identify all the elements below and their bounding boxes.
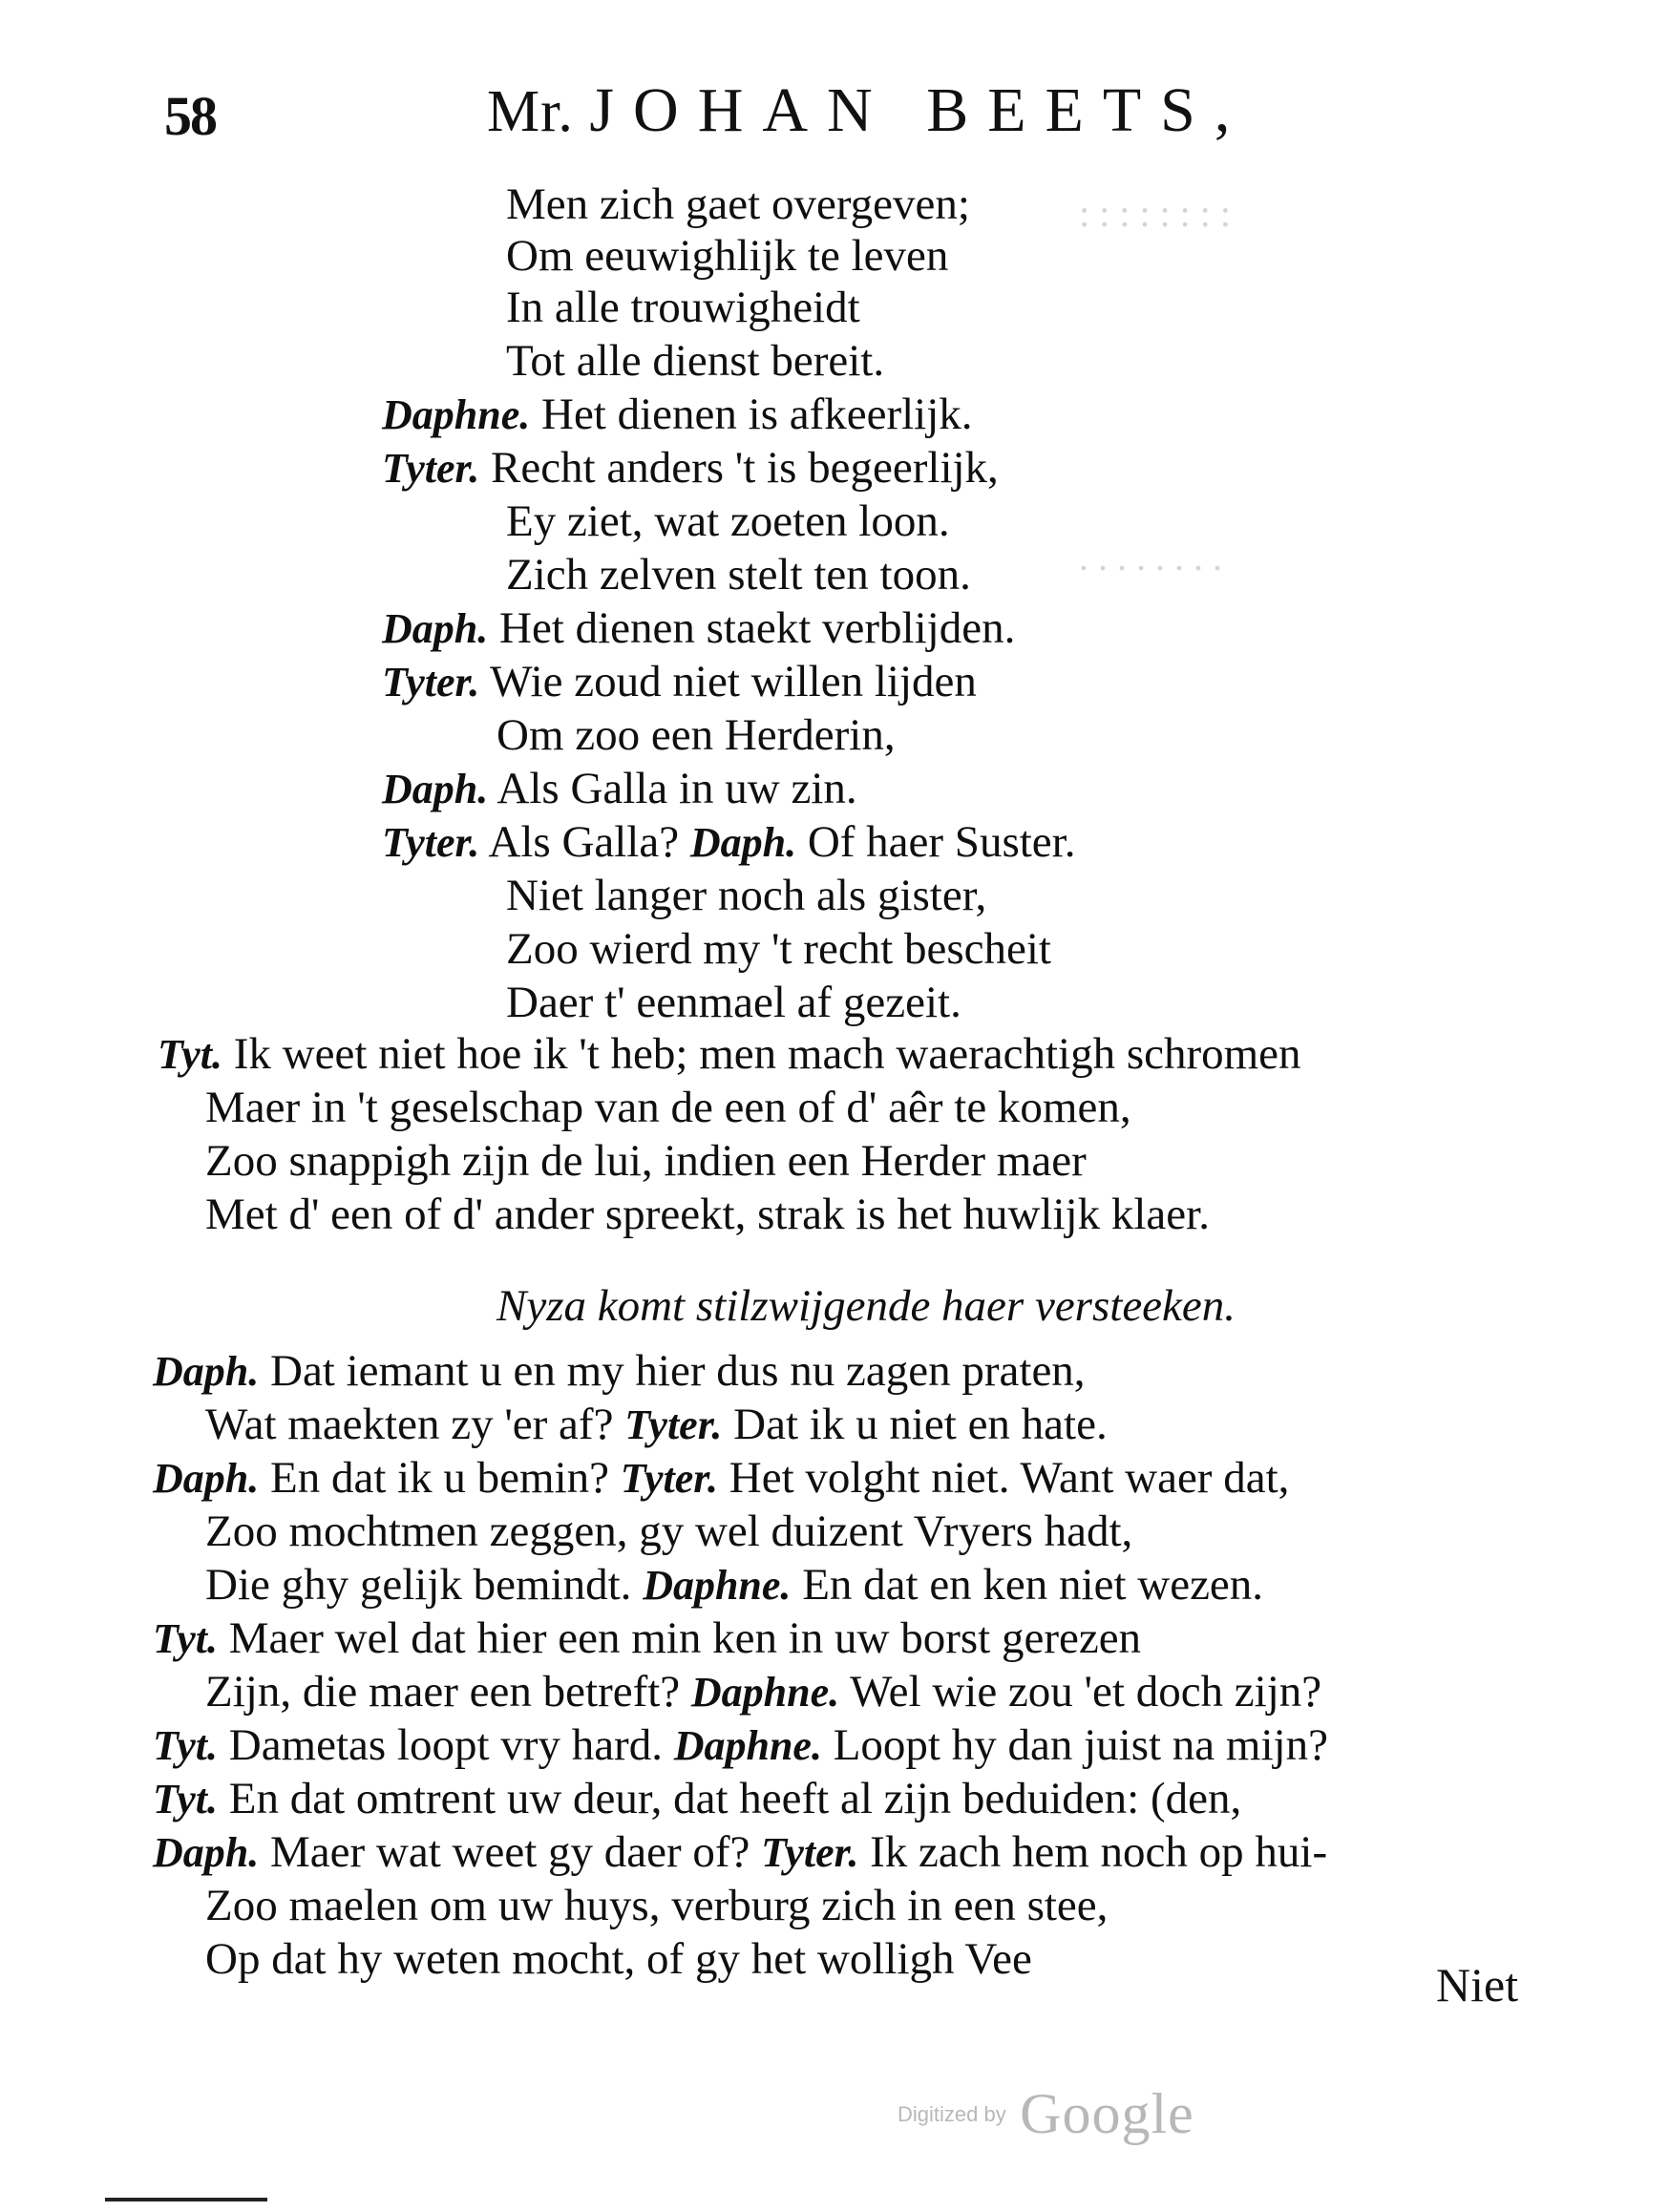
verse-text: In alle trouwigheidt bbox=[506, 283, 860, 332]
verse-text: En dat en ken niet wezen. bbox=[802, 1560, 1264, 1610]
verse-text: Het dienen is afkeerlijk. bbox=[541, 390, 973, 439]
verse-text: Loopt hy dan juist na mijn? bbox=[833, 1720, 1328, 1770]
speaker-label: Tyter. bbox=[382, 445, 480, 492]
catchword: Niet bbox=[1436, 1958, 1519, 2012]
verse-text: Maer in 't geselschap van de een of d' aêr te komen, bbox=[205, 1083, 1131, 1132]
verse-line bbox=[506, 495, 950, 548]
verse-text: Niet langer noch als gister, bbox=[506, 871, 987, 920]
verse-text: En dat ik u bemin? bbox=[270, 1453, 610, 1503]
verse-line bbox=[506, 922, 1051, 976]
verse-text: Zoo snappigh zijn de lui, indien een Herder maer bbox=[205, 1136, 1087, 1186]
verse-line bbox=[382, 815, 1075, 870]
verse-line bbox=[205, 1879, 1108, 1932]
bottom-rule bbox=[105, 2198, 267, 2201]
verse-text: En dat omtrent uw deur, dat heeft al zijn beduiden: (den, bbox=[228, 1774, 1242, 1823]
verse-line bbox=[382, 655, 977, 709]
speaker-label: Tyt. bbox=[153, 1615, 218, 1662]
verse-line bbox=[506, 229, 948, 283]
verse-line bbox=[506, 869, 986, 922]
speaker-label: Tyter. bbox=[382, 659, 480, 706]
digitization-watermark bbox=[898, 2081, 1194, 2147]
verse-text: Ey ziet, wat zoeten loon. bbox=[506, 496, 950, 546]
verse-text: Of haer Suster. bbox=[807, 817, 1076, 867]
stage-direction bbox=[496, 1279, 1236, 1333]
verse-text: Wel wie zou 'et doch zijn? bbox=[850, 1667, 1322, 1717]
verse-line bbox=[153, 1718, 1328, 1773]
verse-text: Dat ik u niet en hate. bbox=[733, 1400, 1108, 1449]
speaker-label: Daphne. bbox=[643, 1562, 792, 1609]
verse-line bbox=[205, 1505, 1132, 1558]
verse-line bbox=[205, 1188, 1210, 1241]
speaker-label: Tyter. bbox=[761, 1829, 859, 1876]
speaker-label: Tyt. bbox=[153, 1722, 218, 1769]
verse-line bbox=[205, 1932, 1032, 1986]
speaker-label: Tyter. bbox=[382, 819, 480, 866]
verse-text: Ik zach hem noch op hui- bbox=[870, 1827, 1328, 1877]
verse-line bbox=[506, 976, 961, 1029]
verse-line bbox=[158, 1027, 1301, 1082]
verse-text: Men zich gaet overgeven; bbox=[506, 179, 970, 229]
verse-text: Zoo maelen om uw huys, verburg zich in een stee, bbox=[205, 1881, 1109, 1930]
verse-line bbox=[506, 548, 971, 601]
verse-text: Die ghy gelijk bemindt. bbox=[205, 1560, 632, 1610]
verse-text: Maer wat weet gy daer of? bbox=[270, 1827, 750, 1877]
speaker-label: Tyt. bbox=[158, 1031, 222, 1078]
verse-text: Om zoo een Herderin, bbox=[496, 710, 896, 760]
verse-line bbox=[382, 601, 1015, 656]
speaker-label: Tyter. bbox=[624, 1401, 723, 1448]
verse-text: Wat maekten zy 'er af? bbox=[205, 1400, 614, 1449]
running-head-prefix: Mr. bbox=[487, 79, 574, 144]
verse-line bbox=[153, 1344, 1086, 1399]
verse-text: Ik weet niet hoe ik 't heb; men mach waerachtigh schromen bbox=[233, 1029, 1301, 1079]
speaker-label: Daphne. bbox=[690, 1669, 840, 1716]
verse-text: Als Galla in uw zin. bbox=[496, 764, 857, 813]
speaker-label: Daph. bbox=[153, 1455, 260, 1502]
running-head bbox=[487, 74, 1249, 147]
verse-line bbox=[382, 441, 999, 495]
verse-text: Daer t' eenmael af gezeit. bbox=[506, 978, 961, 1027]
verse-text: Maer wel dat hier een min ken in uw borst gerezen bbox=[228, 1613, 1142, 1663]
verse-text: Met d' een of d' ander spreekt, strak is het huwlijk klaer. bbox=[205, 1190, 1210, 1239]
verse-line bbox=[382, 762, 857, 816]
verse-line bbox=[153, 1772, 1241, 1826]
speaker-label: Daphne. bbox=[382, 391, 531, 438]
speaker-label: Daph. bbox=[689, 819, 797, 866]
verse-text: Recht anders 't is begeerlijk, bbox=[490, 443, 999, 493]
speaker-label: Daph. bbox=[382, 766, 489, 812]
verse-text: Het dienen staekt verblijden. bbox=[499, 603, 1016, 653]
running-head-name: JOHAN BEETS, bbox=[589, 75, 1250, 145]
verse-line bbox=[205, 1558, 1263, 1612]
verse-line bbox=[496, 708, 896, 762]
show-through-text: : : : : : : : : bbox=[1079, 192, 1231, 235]
verse-text: Wie zoud niet willen lijden bbox=[490, 657, 977, 706]
verse-line bbox=[153, 1612, 1141, 1666]
verse-line bbox=[205, 1398, 1108, 1452]
verse-text: Zoo mochtmen zeggen, gy wel duizent Vryers hadt, bbox=[205, 1506, 1133, 1556]
verse-line bbox=[205, 1665, 1321, 1719]
verse-text: Op dat hy weten mocht, of gy het wolligh Vee bbox=[205, 1934, 1032, 1984]
watermark-prefix: Digitized by bbox=[898, 2101, 1006, 2126]
speaker-label: Daphne. bbox=[673, 1722, 822, 1769]
speaker-label: Daph. bbox=[153, 1348, 260, 1395]
verse-line bbox=[153, 1825, 1327, 1880]
verse-line bbox=[506, 178, 970, 231]
page-number: 58 bbox=[164, 85, 216, 147]
verse-text: Zich zelven stelt ten toon. bbox=[506, 550, 971, 600]
verse-line bbox=[382, 388, 973, 442]
verse-text: Om eeuwighlijk te leven bbox=[506, 231, 949, 281]
verse-line bbox=[205, 1134, 1087, 1188]
verse-line bbox=[506, 334, 884, 388]
stage-direction-text: Nyza komt stilzwijgende haer versteeken. bbox=[496, 1281, 1236, 1331]
speaker-label: Daph. bbox=[153, 1829, 260, 1876]
verse-text: Tot alle dienst bereit. bbox=[506, 336, 885, 386]
verse-line bbox=[205, 1081, 1131, 1134]
speaker-label: Tyter. bbox=[620, 1455, 719, 1502]
speaker-label: Tyt. bbox=[153, 1776, 218, 1822]
verse-text: Het volght niet. Want waer dat, bbox=[729, 1453, 1290, 1503]
speaker-label: Daph. bbox=[382, 605, 489, 652]
verse-line bbox=[506, 281, 860, 334]
verse-text: Dametas loopt vry hard. bbox=[228, 1720, 663, 1770]
show-through-text: . . . . . . . . bbox=[1079, 536, 1222, 579]
verse-line bbox=[153, 1451, 1289, 1506]
verse-text: Zijn, die maer een betreft? bbox=[205, 1667, 681, 1717]
verse-text: Dat iemant u en my hier dus nu zagen praten, bbox=[270, 1346, 1086, 1396]
google-logo: Google bbox=[1020, 2082, 1194, 2145]
verse-text: Zoo wierd my 't recht bescheit bbox=[506, 924, 1051, 974]
verse-text: Als Galla? bbox=[488, 817, 680, 867]
